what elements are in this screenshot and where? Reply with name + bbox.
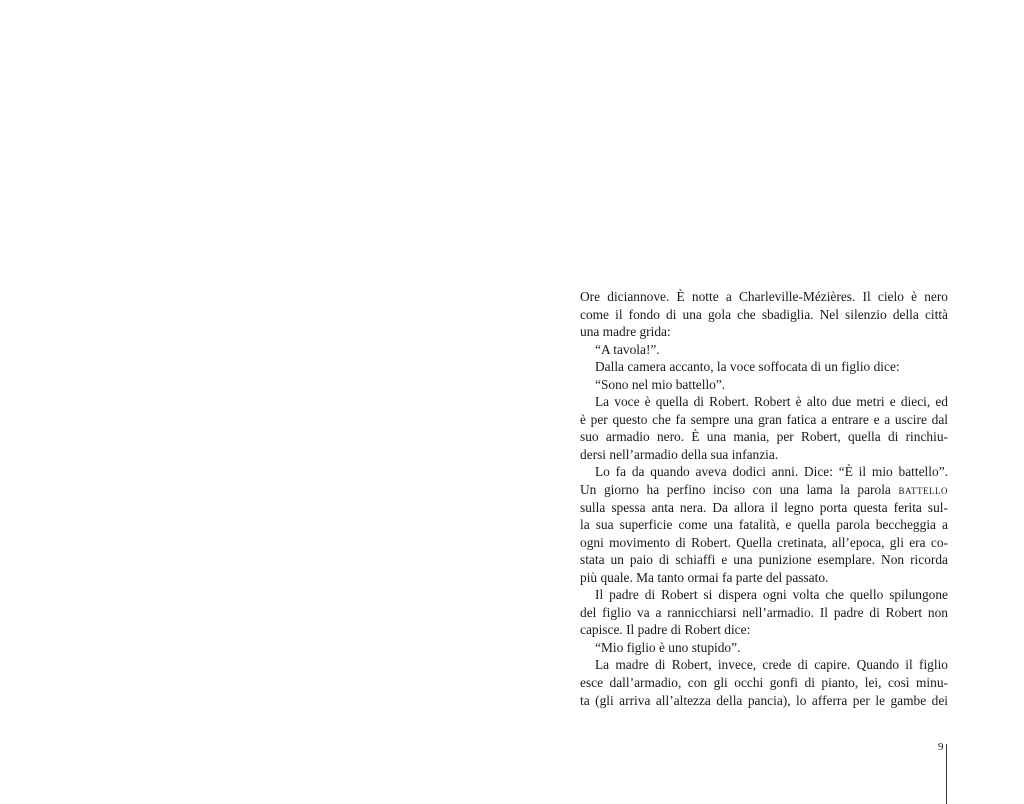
text-line: la sua superficie come una fatalità, e quella parola beccheggia a	[580, 517, 948, 533]
text-line: sulla spessa anta nera. Da allora il legno porta questa ferita sul-	[580, 499, 948, 515]
text-line: una madre grida:	[580, 324, 671, 340]
text-line: capisce. Il padre di Robert dice:	[580, 622, 751, 638]
text-line: La madre di Robert, invece, crede di capire. Quando il figlio	[595, 657, 948, 673]
text-line: stata un paio di schiaffi e una punizione esemplare. Non ricorda	[580, 552, 948, 568]
text-line: del figlio va a rannicchiarsi nell’armadio. Il padre di Robert non	[580, 604, 948, 620]
text-line: ogni movimento di Robert. Quella cretinata, all’epoca, gli era co-	[580, 534, 948, 550]
page-number-rule	[946, 744, 947, 804]
text-line: Lo fa da quando aveva dodici anni. Dice: “È il mio battello”.	[595, 464, 948, 480]
text-line: è per questo che fa sempre una gran fatica a entrare e a uscire dal	[580, 411, 948, 427]
smallcaps-word: battello	[898, 482, 948, 498]
text-line: dersi nell’armadio della sua infanzia.	[580, 446, 779, 462]
text-line-smallcaps	[580, 481, 948, 499]
text-line: “A tavola!”.	[595, 341, 660, 357]
text-line: Dalla camera accanto, la voce soffocata di un figlio dice:	[595, 359, 900, 375]
text-line: “Mio figlio è uno stupido”.	[595, 639, 741, 655]
text-segment: Un giorno ha perfino inciso con una lama la parola	[580, 482, 899, 498]
text-line: Ore diciannove. È notte a Charleville-Mézières. Il cielo è nero	[580, 289, 948, 304]
text-line: più quale. Ma tanto ormai fa parte del passato.	[580, 569, 829, 585]
text-line: La voce è quella di Robert. Robert è alto due metri e dieci, ed	[595, 394, 948, 410]
text-line: esce dall’armadio, con gli occhi gonfi di pianto, lei, così minu-	[580, 675, 948, 691]
text-line: suo armadio nero. È una mania, per Robert, quella di rinchiu-	[580, 429, 948, 445]
body-text	[580, 288, 948, 709]
text-line: come il fondo di una gola che sbadiglia. Nel silenzio della città	[580, 306, 948, 322]
page-number: 9	[938, 741, 944, 753]
text-line: “Sono nel mio battello”.	[595, 376, 726, 392]
text-line: ta (gli arriva all’altezza della pancia), lo afferra per le gambe dei	[580, 692, 948, 708]
text-line: Il padre di Robert si dispera ogni volta che quello spilungone	[595, 587, 948, 603]
